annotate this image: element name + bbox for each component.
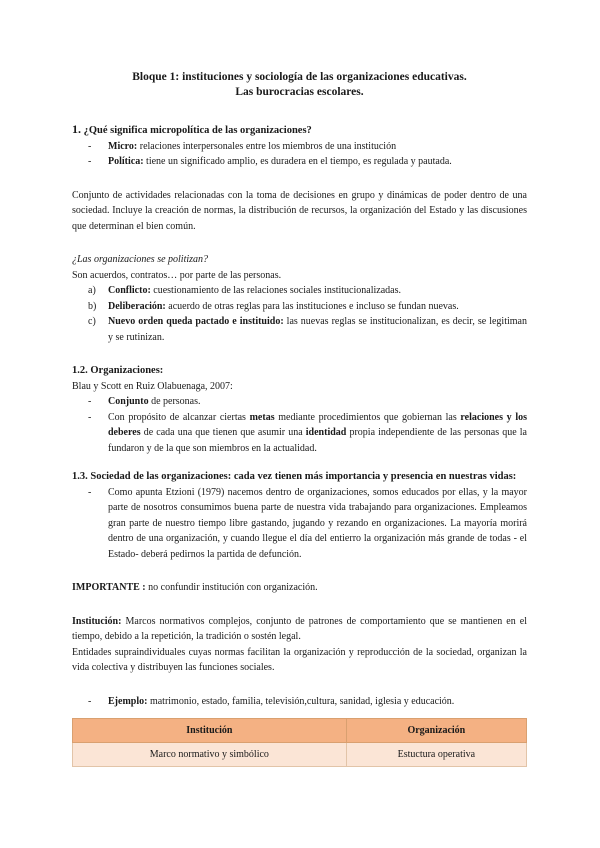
politicize-answer: Son acuerdos, contratos… por parte de las personas.: [72, 269, 282, 281]
institucion-text: Marcos normativos complejos, conjunto de patrones de comportamiento que se mantienen en el tiempo, debido a la repetición, la tradición o sostén legal.: [72, 615, 527, 642]
item-deliberacion: [72, 299, 527, 315]
bullet-micro-text: relaciones interpersonales entre los miembros de una institución: [137, 140, 397, 152]
bullet-proposito-identidad: identidad: [305, 427, 347, 438]
bullet-etzioni: - Como apunta Etzioni (1979) nacemos dentro de organizaciones, somos educados por ellas, y la mayor parte de nosotros consumimos buena parte de nuestra vida trabajando para organizaciones. Empleamos gran parte de nuestro tiempo libre gastando, jugando y rezando en organizaciones. La mayoría morirá dentro de una organización, y cuando llegue el día del entierro la organización más grande de todas - el Estado- deberá pedirnos la partida de defunción.: [72, 485, 527, 563]
bullet-conjunto: [72, 394, 527, 410]
institucion-definition: [72, 614, 527, 645]
bullet-proposito: [72, 410, 527, 457]
example-list: [72, 694, 527, 710]
bullet-proposito-text-3: de cada una que tienen que asumir una: [140, 427, 306, 438]
section-1-3-heading: 1.3. Sociedad de las organizaciones: cada vez tienen más importancia y presencia en nuestras vidas:: [72, 471, 517, 482]
section-1-bullets: [72, 139, 527, 170]
politics-definition-paragraph: Conjunto de actividades relacionadas con la toma de decisiones en grupo y dinámicas de poder dentro de una sociedad. Incluye la creación de normas, la distribución de recursos, la organización del Estado y las discusiones que determinan el bien común.: [72, 189, 527, 232]
table-header-row: [73, 719, 527, 743]
item-conflicto-term: Conflicto:: [108, 285, 151, 296]
item-a-mark: a): [88, 285, 96, 296]
bullet-micro-term: Micro:: [108, 140, 138, 152]
comparison-table: [72, 718, 527, 767]
item-conflicto-text: cuestionamiento de las relaciones sociales institucionalizadas.: [150, 285, 401, 296]
politicize-items: [72, 283, 527, 345]
bullet-conjunto-term: Conjunto: [108, 396, 149, 407]
institucion-paragraph-2: Entidades supraindividuales cuyas normas facilitan la organización y reproducción de la sociedad, organizan la vida colectiva y distribuyen las funciones sociales.: [72, 646, 527, 673]
important-label: IMPORTANTE :: [72, 582, 146, 593]
bullet-politica: [72, 154, 527, 170]
section-1-heading: [72, 122, 527, 139]
bullet-proposito-metas: metas: [249, 411, 275, 423]
bullet-proposito-relaciones: relaciones y los deberes: [108, 411, 527, 438]
section-1-number: 1.: [72, 122, 81, 136]
document-title: [72, 70, 527, 100]
document-page: [72, 70, 527, 767]
section-1-2-source: Blau y Scott en Ruiz Olabuenaga, 2007:: [72, 380, 233, 392]
bullet-proposito-text-4: propia independiente de las personas que la fundaron y de la que son miembros en la actualidad.: [108, 427, 527, 454]
section-1-3-bullets: [72, 485, 527, 563]
item-deliberacion-term: Deliberación:: [108, 300, 166, 312]
table-cell: Marco normativo y simbólico: [73, 743, 347, 767]
section-1-2-bullets: [72, 394, 527, 456]
example-label: Ejemplo:: [108, 695, 148, 707]
item-c-mark: c): [88, 316, 96, 327]
title-line-2: Las burocracias escolares.: [235, 86, 364, 98]
item-deliberacion-text: acuerdo de otras reglas para las instituciones e incluso se fundan nuevas.: [165, 300, 459, 312]
bullet-politica-term: Política:: [108, 156, 144, 167]
item-conflicto: [72, 283, 527, 299]
example-item: [72, 694, 527, 710]
bullet-micro: [72, 139, 527, 155]
table-header-organizacion: Organización: [346, 719, 526, 743]
institucion-label: Institución:: [72, 615, 122, 627]
bullet-politica-text: tiene un significado amplio, es duradera en el tiempo, es regulada y pautada.: [143, 156, 452, 167]
title-line-1: Bloque 1: instituciones y sociología de las organizaciones educativas.: [132, 71, 467, 83]
table-header-institucion: Institución: [73, 719, 347, 743]
table-cell: Estuctura operativa: [346, 743, 526, 767]
bullet-proposito-text-2: mediante procedimientos que gobiernan las: [274, 411, 461, 423]
item-nuevo-orden-text: las nuevas reglas se institucionalizan, es decir, se legitiman y se rutinizan.: [108, 316, 527, 343]
important-text: no confundir institución con organización.: [145, 582, 318, 593]
item-nuevo-orden-term: Nuevo orden queda pactado e instituido:: [108, 316, 284, 327]
section-1-2-heading: 1.2. Organizaciones:: [72, 365, 164, 376]
table-row: [73, 743, 527, 767]
bullet-proposito-text-1: Con propósito de alcanzar ciertas: [108, 411, 250, 423]
item-b-mark: b): [88, 300, 97, 312]
section-1-heading-text: ¿Qué significa micropolítica de las organizaciones?: [83, 125, 312, 136]
politicize-question: ¿Las organizaciones se politizan?: [72, 254, 209, 265]
item-nuevo-orden: [72, 314, 527, 345]
example-text: matrimonio, estado, familia, televisión,cultura, sanidad, iglesia y educación.: [147, 695, 455, 707]
bullet-conjunto-text: de personas.: [148, 396, 201, 407]
important-note: [72, 580, 527, 596]
